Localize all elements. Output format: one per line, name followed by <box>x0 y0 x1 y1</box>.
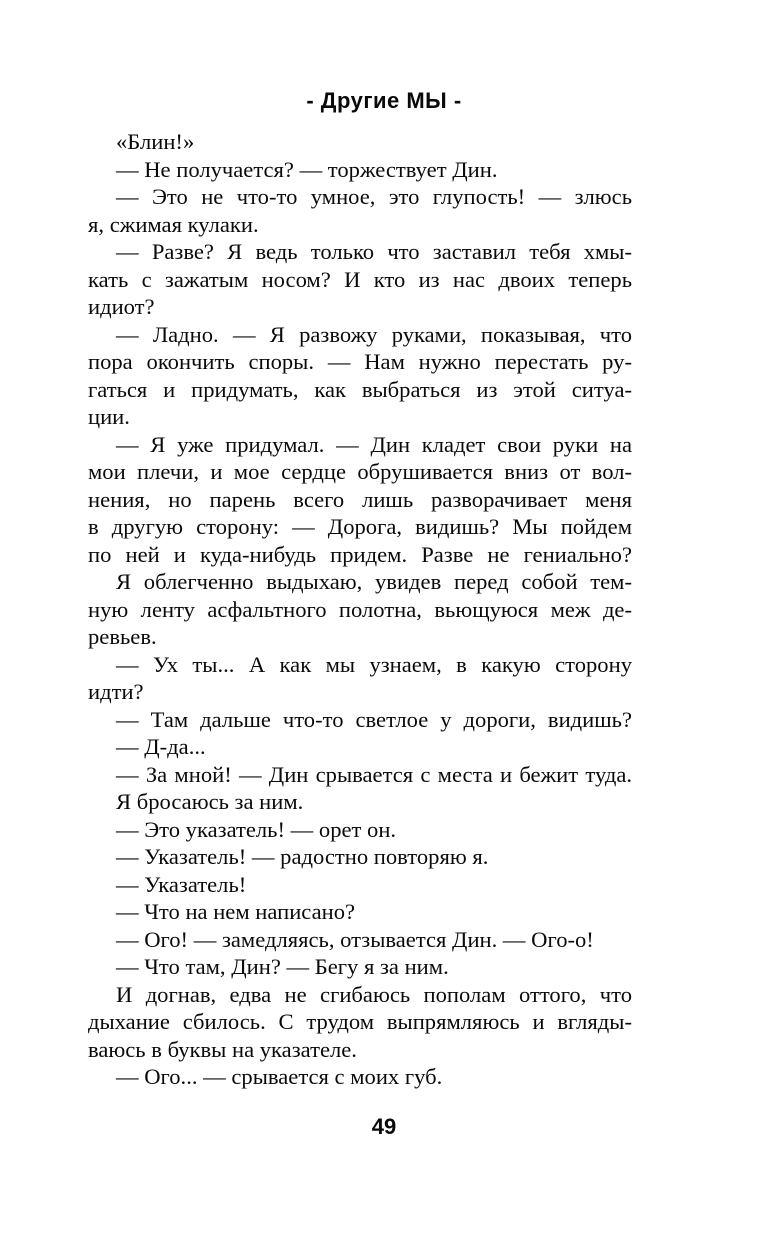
text-line: нения, но парень всего лишь разворачивает меня <box>88 486 632 512</box>
text-line: — Я уже придумал. — Дин кладет свои руки на <box>116 431 632 457</box>
text-line: — Ух ты... А как мы узнаем, в какую сторону <box>116 651 632 677</box>
text-line: — За мной! — Дин срывается с места и бежит туда. <box>116 761 632 787</box>
text-line: — Это указатель! — орет он. <box>116 816 397 842</box>
text-line: идти? <box>88 679 144 704</box>
text-line: — Ого! — замедляясь, отзывается Дин. — Ого-о! <box>116 926 594 952</box>
text-line: я, сжимая кулаки. <box>88 211 259 237</box>
text-line: — Указатель! — радостно повторяю я. <box>116 844 489 869</box>
body-text <box>88 128 632 1091</box>
text-line: — Указатель! <box>116 871 247 897</box>
text-line: кать с зажатым носом? И кто из нас двоих теперь <box>88 266 632 292</box>
text-line: ревьев. <box>88 624 157 649</box>
text-line: Я бросаюсь за ним. <box>116 789 304 814</box>
text-line: ную ленту асфальтного полотна, вьющуюся меж де- <box>88 596 632 622</box>
text-line: мои плечи, и мое сердце обрушивается вниз от вол- <box>88 459 632 484</box>
running-title: - Другие МЫ - <box>306 88 462 113</box>
text-line: — Что на нем написано? <box>116 899 356 924</box>
text-line: пора окончить споры. — Нам нужно перестать ру- <box>88 349 632 374</box>
text-line: дыхание сбилось. С трудом выпрямляюсь и вгляды- <box>88 1009 632 1034</box>
text-line: — Что там, Дин? — Бегу я за ним. <box>116 954 449 979</box>
text-line: ваюсь в буквы на указателе. <box>88 1036 357 1062</box>
text-line: — Это не что-то умное, это глупость! — злюсь <box>116 184 632 209</box>
text-line: И догнав, едва не сгибаюсь пополам оттого, что <box>116 981 632 1007</box>
page-number: 49 <box>371 1114 397 1139</box>
text-line: — Ого... — срывается с моих губ. <box>116 1064 443 1089</box>
text-line: в другую сторону: — Дорога, видишь? Мы пойдем <box>88 514 632 539</box>
text-line: «Блин!» <box>116 129 195 154</box>
text-line: — Там дальше что-то светлое у дороги, видишь? <box>116 706 632 732</box>
text-line: по ней и куда-нибудь придем. Разве не гениально? <box>88 541 632 567</box>
text-line: ции. <box>88 404 130 429</box>
text-line: — Д-да... <box>116 734 206 759</box>
text-line: — Не получается? — торжествует Дин. <box>116 156 498 182</box>
text-line: — Ладно. — Я развожу руками, показывая, что <box>116 321 632 347</box>
text-line: — Разве? Я ведь только что заставил тебя хмы- <box>116 239 632 264</box>
text-line: Я облегченно выдыхаю, увидев перед собой тем- <box>116 569 632 594</box>
text-line: идиот? <box>88 294 155 319</box>
text-line: гаться и придумать, как выбраться из этой ситуа- <box>88 376 632 402</box>
